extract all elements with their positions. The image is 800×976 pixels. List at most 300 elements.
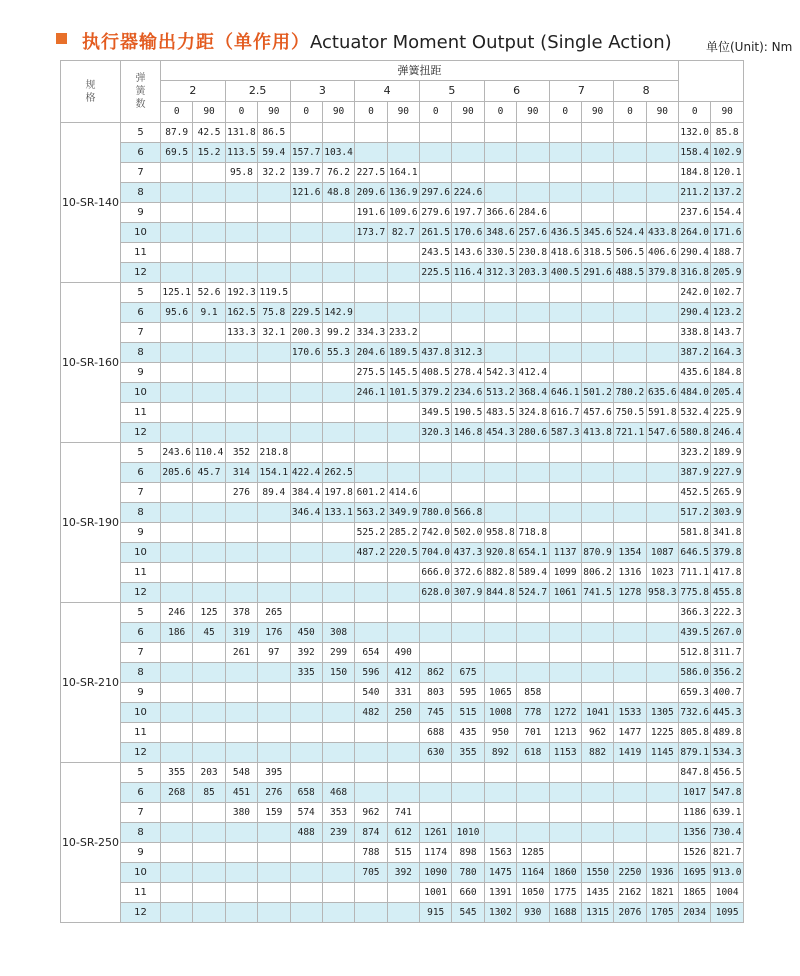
spring-count-cell: 6 <box>121 463 161 483</box>
model-header-char-2: 格 <box>85 92 96 104</box>
value-cell: 162.5 <box>225 303 257 323</box>
value-cell <box>549 323 581 343</box>
spring-count-cell: 11 <box>121 563 161 583</box>
value-cell: 312.3 <box>452 343 484 363</box>
value-cell: 534.3 <box>711 743 744 763</box>
value-cell: 224.6 <box>452 183 484 203</box>
value-cell: 745 <box>420 703 452 723</box>
value-cell: 1936 <box>646 863 678 883</box>
value-cell: 1278 <box>614 583 646 603</box>
value-cell <box>452 303 484 323</box>
value-cell <box>161 903 193 923</box>
value-cell <box>420 303 452 323</box>
value-cell <box>290 443 322 463</box>
value-cell: 805.8 <box>679 723 711 743</box>
value-cell: 119.5 <box>258 283 290 303</box>
value-cell: 192.3 <box>225 283 257 303</box>
spring-count-cell: 6 <box>121 303 161 323</box>
value-cell <box>517 503 549 523</box>
value-cell: 413.8 <box>581 423 613 443</box>
value-cell: 290.4 <box>679 303 711 323</box>
value-cell: 85.8 <box>711 123 744 143</box>
spring-header-char-1: 弹 <box>135 73 146 84</box>
value-cell <box>290 523 322 543</box>
value-cell: 412 <box>387 663 419 683</box>
value-cell: 32.1 <box>258 323 290 343</box>
value-cell: 920.8 <box>484 543 516 563</box>
value-cell <box>646 663 678 683</box>
value-cell: 524.7 <box>517 583 549 603</box>
value-cell: 1435 <box>581 883 613 903</box>
value-cell <box>646 623 678 643</box>
value-cell: 1099 <box>549 563 581 583</box>
value-cell <box>225 663 257 683</box>
value-cell <box>161 703 193 723</box>
value-cell <box>355 243 387 263</box>
value-cell: 314 <box>225 463 257 483</box>
angle-header: 0 <box>420 102 452 123</box>
value-cell: 384.4 <box>290 483 322 503</box>
value-cell: 1272 <box>549 703 581 723</box>
value-cell: 211.2 <box>679 183 711 203</box>
value-cell <box>452 643 484 663</box>
value-cell <box>581 843 613 863</box>
value-cell: 204.6 <box>355 343 387 363</box>
value-cell <box>355 283 387 303</box>
value-cell <box>646 203 678 223</box>
spring-count-cell: 7 <box>121 803 161 823</box>
value-cell <box>290 123 322 143</box>
value-cell <box>484 783 516 803</box>
value-cell <box>517 663 549 683</box>
value-cell <box>581 603 613 623</box>
value-cell <box>193 823 225 843</box>
value-cell: 242.0 <box>679 283 711 303</box>
spring-count-cell: 9 <box>121 203 161 223</box>
value-cell <box>484 443 516 463</box>
value-cell: 99.2 <box>322 323 354 343</box>
angle-header: 90 <box>452 102 484 123</box>
value-cell: 589.4 <box>517 563 549 583</box>
value-cell: 1860 <box>549 863 581 883</box>
value-cell: 821.7 <box>711 843 744 863</box>
value-cell <box>517 483 549 503</box>
value-cell: 324.8 <box>517 403 549 423</box>
value-cell <box>355 303 387 323</box>
value-cell: 844.8 <box>484 583 516 603</box>
spring-count-cell: 8 <box>121 183 161 203</box>
value-cell: 176 <box>258 623 290 643</box>
value-cell: 581.8 <box>679 523 711 543</box>
value-cell: 164.1 <box>387 163 419 183</box>
value-cell: 445.3 <box>711 703 744 723</box>
value-cell <box>581 623 613 643</box>
spring-count-cell: 10 <box>121 863 161 883</box>
value-cell: 170.6 <box>290 343 322 363</box>
value-cell: 205.4 <box>711 383 744 403</box>
value-cell <box>614 803 646 823</box>
value-cell <box>420 603 452 623</box>
value-cell: 146.8 <box>452 423 484 443</box>
value-cell <box>420 623 452 643</box>
value-cell <box>322 843 354 863</box>
value-cell: 547.8 <box>711 783 744 803</box>
value-cell <box>484 283 516 303</box>
angle-header: 90 <box>258 102 290 123</box>
value-cell <box>355 563 387 583</box>
value-cell <box>193 863 225 883</box>
value-cell <box>484 123 516 143</box>
value-cell: 136.9 <box>387 183 419 203</box>
value-cell <box>290 583 322 603</box>
value-cell: 618 <box>517 743 549 763</box>
value-cell <box>225 863 257 883</box>
value-cell <box>646 483 678 503</box>
value-cell: 414.6 <box>387 483 419 503</box>
value-cell: 482 <box>355 703 387 723</box>
value-cell <box>258 363 290 383</box>
value-cell: 139.7 <box>290 163 322 183</box>
value-cell: 225.9 <box>711 403 744 423</box>
value-cell <box>549 763 581 783</box>
value-cell: 1821 <box>646 883 678 903</box>
value-cell: 659.3 <box>679 683 711 703</box>
table-row <box>61 483 744 503</box>
value-cell <box>581 643 613 663</box>
value-cell: 233.2 <box>387 323 419 343</box>
table-row <box>61 643 744 663</box>
value-cell: 15.2 <box>193 143 225 163</box>
value-cell: 205.6 <box>161 463 193 483</box>
value-cell <box>355 123 387 143</box>
value-cell: 143.7 <box>711 323 744 343</box>
value-cell: 48.8 <box>322 183 354 203</box>
value-cell <box>355 583 387 603</box>
value-cell <box>193 583 225 603</box>
value-cell <box>193 223 225 243</box>
value-cell <box>193 263 225 283</box>
value-cell <box>258 863 290 883</box>
value-cell <box>193 483 225 503</box>
value-cell <box>258 243 290 263</box>
value-cell: 513.2 <box>484 383 516 403</box>
value-cell <box>322 683 354 703</box>
value-cell: 412.4 <box>517 363 549 383</box>
value-cell: 338.8 <box>679 323 711 343</box>
table-row <box>61 903 744 923</box>
spring-count-cell: 12 <box>121 583 161 603</box>
value-cell <box>646 823 678 843</box>
value-cell <box>161 323 193 343</box>
value-cell: 1153 <box>549 743 581 763</box>
value-cell: 457.6 <box>581 403 613 423</box>
value-cell <box>581 443 613 463</box>
value-cell: 143.6 <box>452 243 484 263</box>
spring-header-char-2: 簧 <box>135 86 146 97</box>
value-cell <box>258 883 290 903</box>
value-cell <box>549 283 581 303</box>
value-cell <box>387 783 419 803</box>
value-cell <box>322 903 354 923</box>
value-cell <box>193 423 225 443</box>
value-cell <box>614 603 646 623</box>
table-row <box>61 443 744 463</box>
value-cell <box>225 383 257 403</box>
value-cell: 121.6 <box>290 183 322 203</box>
value-cell: 1563 <box>484 843 516 863</box>
value-cell: 688 <box>420 723 452 743</box>
value-cell <box>614 323 646 343</box>
value-cell: 265.9 <box>711 483 744 503</box>
value-cell <box>161 643 193 663</box>
value-cell: 75.8 <box>258 303 290 323</box>
table-row <box>61 683 744 703</box>
spring-count-cell: 5 <box>121 123 161 143</box>
value-cell <box>290 383 322 403</box>
value-cell: 437.8 <box>420 343 452 363</box>
table-row <box>61 243 744 263</box>
spring-count-cell: 11 <box>121 883 161 903</box>
value-cell <box>581 303 613 323</box>
value-cell: 154.4 <box>711 203 744 223</box>
value-cell <box>161 723 193 743</box>
value-cell <box>614 303 646 323</box>
value-cell <box>322 863 354 883</box>
value-cell <box>581 823 613 843</box>
value-cell: 158.4 <box>679 143 711 163</box>
value-cell: 110.4 <box>193 443 225 463</box>
value-cell <box>322 523 354 543</box>
value-cell <box>549 303 581 323</box>
value-cell <box>161 823 193 843</box>
angle-header: 0 <box>484 102 516 123</box>
value-cell: 515 <box>387 843 419 863</box>
value-cell: 86.5 <box>258 123 290 143</box>
value-cell: 190.5 <box>452 403 484 423</box>
value-cell: 200.3 <box>290 323 322 343</box>
value-cell <box>193 683 225 703</box>
value-cell <box>581 463 613 483</box>
value-cell <box>290 723 322 743</box>
value-cell: 1174 <box>420 843 452 863</box>
value-cell <box>581 363 613 383</box>
value-cell: 721.1 <box>614 423 646 443</box>
value-cell <box>420 763 452 783</box>
value-cell: 435.6 <box>679 363 711 383</box>
value-cell: 116.4 <box>452 263 484 283</box>
value-cell <box>452 443 484 463</box>
value-cell: 1688 <box>549 903 581 923</box>
value-cell: 308 <box>322 623 354 643</box>
value-cell <box>225 743 257 763</box>
value-cell <box>646 323 678 343</box>
value-cell: 422.4 <box>290 463 322 483</box>
value-cell: 1213 <box>549 723 581 743</box>
value-cell <box>452 763 484 783</box>
value-cell <box>646 143 678 163</box>
value-cell <box>646 123 678 143</box>
value-cell <box>484 483 516 503</box>
value-cell <box>225 883 257 903</box>
value-cell: 488 <box>290 823 322 843</box>
value-cell: 1061 <box>549 583 581 603</box>
value-cell: 730.4 <box>711 823 744 843</box>
value-cell <box>225 703 257 723</box>
value-cell <box>161 243 193 263</box>
value-cell: 297.6 <box>420 183 452 203</box>
value-cell <box>420 123 452 143</box>
value-cell <box>258 903 290 923</box>
value-cell <box>193 843 225 863</box>
angle-header: 90 <box>193 102 225 123</box>
value-cell: 379.8 <box>646 263 678 283</box>
value-cell: 239 <box>322 823 354 843</box>
angle-header: 0 <box>614 102 646 123</box>
model-cell: 10-SR-190 <box>61 443 121 603</box>
value-cell <box>225 183 257 203</box>
value-cell <box>161 683 193 703</box>
value-cell <box>225 223 257 243</box>
value-cell <box>581 203 613 223</box>
value-cell: 803 <box>420 683 452 703</box>
value-cell <box>193 743 225 763</box>
value-cell <box>549 823 581 843</box>
value-cell: 548 <box>225 763 257 783</box>
value-cell <box>549 663 581 683</box>
value-cell: 349.5 <box>420 403 452 423</box>
value-cell: 1865 <box>679 883 711 903</box>
spring-count-cell: 9 <box>121 363 161 383</box>
value-cell: 95.6 <box>161 303 193 323</box>
value-cell <box>258 683 290 703</box>
value-cell: 349.9 <box>387 503 419 523</box>
model-cell: 10-SR-160 <box>61 283 121 443</box>
value-cell <box>581 323 613 343</box>
value-cell: 616.7 <box>549 403 581 423</box>
value-cell <box>549 503 581 523</box>
value-cell <box>290 743 322 763</box>
extra-header-cell <box>679 61 744 102</box>
value-cell: 1186 <box>679 803 711 823</box>
value-cell <box>581 343 613 363</box>
value-cell <box>549 203 581 223</box>
value-cell <box>614 783 646 803</box>
value-cell <box>258 343 290 363</box>
model-cell: 10-SR-140 <box>61 123 121 283</box>
value-cell <box>452 123 484 143</box>
value-cell: 157.7 <box>290 143 322 163</box>
value-cell <box>322 363 354 383</box>
value-cell: 76.2 <box>322 163 354 183</box>
value-cell <box>290 603 322 623</box>
value-cell <box>517 803 549 823</box>
value-cell: 188.7 <box>711 243 744 263</box>
value-cell: 291.6 <box>581 263 613 283</box>
angle-header: 0 <box>290 102 322 123</box>
value-cell <box>549 683 581 703</box>
value-cell <box>225 363 257 383</box>
table-row <box>61 403 744 423</box>
value-cell: 264.0 <box>679 223 711 243</box>
value-cell <box>646 363 678 383</box>
value-cell <box>225 823 257 843</box>
value-cell: 265 <box>258 603 290 623</box>
spring-torque-group-header: 弹簧扭距 <box>161 61 679 81</box>
angle-header: 0 <box>549 102 581 123</box>
value-cell: 930 <box>517 903 549 923</box>
value-cell: 635.6 <box>646 383 678 403</box>
spring-count-cell: 12 <box>121 423 161 443</box>
value-cell: 372.6 <box>452 563 484 583</box>
value-cell <box>258 843 290 863</box>
spring-count-cell: 12 <box>121 263 161 283</box>
angle-header: 0 <box>161 102 193 123</box>
value-cell: 137.2 <box>711 183 744 203</box>
value-cell <box>193 703 225 723</box>
value-cell <box>322 263 354 283</box>
value-cell: 230.8 <box>517 243 549 263</box>
value-cell: 52.6 <box>193 283 225 303</box>
value-cell: 222.3 <box>711 603 744 623</box>
value-cell <box>484 463 516 483</box>
value-cell: 145.5 <box>387 363 419 383</box>
orange-square-icon <box>56 33 67 44</box>
value-cell <box>484 663 516 683</box>
table-row <box>61 163 744 183</box>
value-cell <box>420 143 452 163</box>
value-cell: 171.6 <box>711 223 744 243</box>
value-cell <box>290 403 322 423</box>
value-cell <box>420 463 452 483</box>
spring-count-cell: 6 <box>121 623 161 643</box>
value-cell: 150 <box>322 663 354 683</box>
value-cell: 490 <box>387 643 419 663</box>
value-cell: 125 <box>193 603 225 623</box>
value-cell: 542.3 <box>484 363 516 383</box>
value-cell: 506.5 <box>614 243 646 263</box>
value-cell <box>452 623 484 643</box>
value-cell <box>322 703 354 723</box>
value-cell: 2250 <box>614 863 646 883</box>
value-cell <box>517 323 549 343</box>
value-cell: 780 <box>452 863 484 883</box>
spring-count-cell: 5 <box>121 443 161 463</box>
table-row <box>61 343 744 363</box>
value-cell <box>484 303 516 323</box>
value-cell <box>258 383 290 403</box>
value-cell: 170.6 <box>452 223 484 243</box>
table-row <box>61 783 744 803</box>
value-cell <box>193 643 225 663</box>
value-cell: 1023 <box>646 563 678 583</box>
value-cell: 276 <box>258 783 290 803</box>
spring-count-cell: 7 <box>121 643 161 663</box>
value-cell <box>614 163 646 183</box>
table-row <box>61 323 744 343</box>
value-cell <box>452 163 484 183</box>
value-cell: 628.0 <box>420 583 452 603</box>
angle-header: 90 <box>581 102 613 123</box>
value-cell: 780.2 <box>614 383 646 403</box>
value-cell <box>387 903 419 923</box>
value-cell <box>614 843 646 863</box>
value-cell: 1010 <box>452 823 484 843</box>
value-cell <box>646 443 678 463</box>
value-cell: 55.3 <box>322 343 354 363</box>
spring-section-row <box>61 81 744 102</box>
value-cell: 218.8 <box>258 443 290 463</box>
value-cell <box>387 883 419 903</box>
